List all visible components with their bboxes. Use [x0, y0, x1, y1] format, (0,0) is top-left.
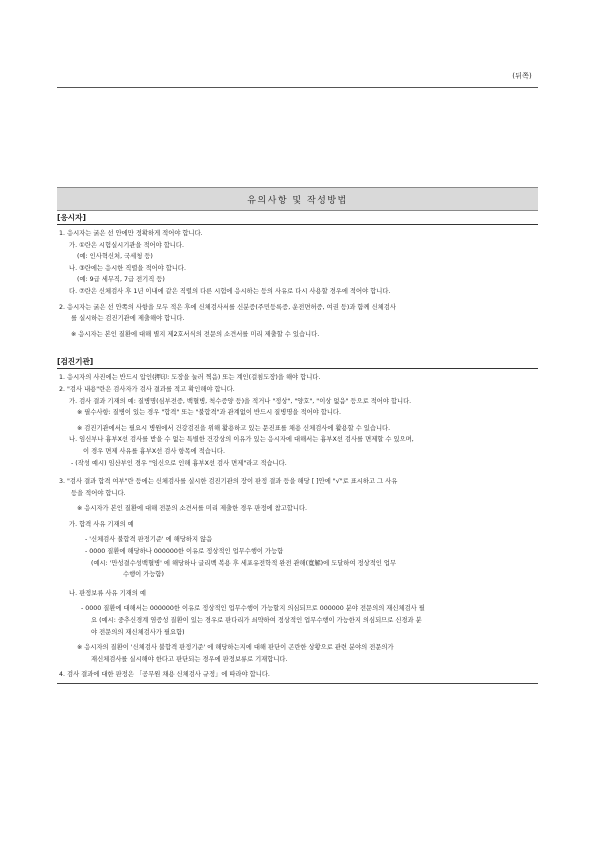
- clinic-item-4: 4. 검사 결과에 대한 판정은 「공무원 채용 신체검사 규정」에 따라야 합니다.: [59, 671, 270, 679]
- clinic-item-2-note-2: ※ 검진기관에서는 필요시 병원에서 건강검진을 위해 활용하고 있는 문진표를 채용 신체검사에 활용할 수 있습니다.: [77, 424, 391, 432]
- applicant-item-1-da: 다. ⑦란은 신체검사 후 1년 이내에 같은 직렬의 다른 시험에 응시하는 등의 사유로 다시 사용할 경우에 적어야 합니다.: [69, 287, 391, 295]
- clinic-item-3-na-1: - 0000 질환에 대해서는 000000한 이유로 정상적인 업무수행이 가능할지 의심되므로 000000 분야 전문의의 재신체검사 필: [81, 605, 425, 613]
- applicant-item-1: 1. 응시자는 굵은 선 안에만 정확하게 적어야 합니다.: [59, 230, 203, 237]
- bottom-divider: [57, 683, 538, 684]
- clinic-item-3-ga-2: - 0000 질환에 해당하나 000000한 이유로 정상적인 업무수행이 가능함: [85, 548, 284, 556]
- document-title: 유의사항 및 작성방법: [247, 195, 348, 206]
- clinic-item-2-ga: 가. 검사 결과 기재의 예: 질병명(심부전증, 백혈병, 척수증양 등)을 적거나 "정상", "양호", "이상 없음" 등으로 적어야 합니다.: [69, 397, 412, 405]
- clinic-item-3-note: ※ 응시자가 본인 질환에 대해 전문의 소견서를 미리 제출한 경우 판정에 참고합니다.: [77, 505, 308, 513]
- clinic-item-3-ga-2-example-cont: 수행이 가능함): [123, 571, 164, 579]
- applicant-item-2-cont: 를 실시하는 검진기관에 제출해야 합니다.: [71, 315, 185, 323]
- clinic-section-rule: [57, 368, 538, 369]
- clinic-item-2-na-example: - (작성 예시) 임산부인 경우 "임신으로 인해 흉부X선 검사 면제"라고 적습니다.: [71, 459, 287, 467]
- clinic-item-2: 2. "검사 내용"란은 검사자가 검사 결과를 적고 확인해야 합니다.: [59, 385, 235, 393]
- applicant-item-1-na: 나. ③란에는 응시한 직렬을 적어야 합니다.: [69, 264, 186, 272]
- applicant-item-1-ga-example: (예: 인사혁신처, 국세청 등): [77, 253, 153, 261]
- clinic-item-3-cont: 등을 적어야 합니다.: [71, 489, 126, 497]
- document-title-bar: [57, 187, 538, 211]
- applicant-item-1-ga: 가. ①란은 시험실시기관을 적어야 합니다.: [69, 241, 184, 249]
- applicant-section-rule: [57, 224, 538, 225]
- top-divider: [57, 87, 538, 88]
- applicant-note: ※ 응시자는 본인 질환에 대해 별지 제2호서식의 전문의 소견서를 미리 제출할 수 있습니다.: [71, 330, 320, 338]
- instructions-document: [57, 187, 538, 684]
- page-side-label: (뒤쪽): [512, 72, 532, 80]
- applicant-item-1-na-example: (예: 9급 세무직, 7급 전기직 등): [77, 276, 165, 284]
- clinic-item-3-na-1-cont-2: 야 전문의의 재신체검사가 필요함): [91, 628, 185, 636]
- clinic-item-3-ga: 가. 합격 사유 기재의 예: [69, 520, 134, 528]
- clinic-item-2-na-cont: 이 경우 면제 사유를 흉부X선 검사 항목에 적습니다.: [83, 447, 225, 455]
- clinic-item-3-ga-1: - '신체검사 불합격 판정기준' 에 해당하지 않음: [85, 536, 213, 544]
- clinic-section-heading: [검진기관]: [57, 357, 94, 367]
- clinic-item-3-na: 나. 판정보류 사유 기재의 예: [69, 589, 146, 597]
- applicant-item-2: 2. 응시자는 굵은 선 안쪽의 사항을 모두 적은 후에 신체검사서를 신분증(주민등록증, 운전면허증, 여권 등)과 함께 신체검사: [59, 303, 396, 311]
- clinic-item-3: 3. "검사 결과 합격 여부"란 등에는 신체검사를 실시한 검진기관의 장이 판정 결과 등을 해당 [ ]안에 "√"로 표시하고 그 사유: [59, 478, 398, 486]
- clinic-item-1: 1. 응시자의 사진에는 반드시 압인(押印: 도장을 눌러 찍음) 또는 계인(걸침도장)을 해야 합니다.: [59, 374, 321, 382]
- clinic-item-3-na-note: ※ 응시자의 질환이 '신체검사 불합격 판정기준' 에 해당하는지에 대해 판단이 곤란한 상황으로 관련 분야의 전문의가: [77, 644, 394, 652]
- clinic-item-3-na-note-cont: 재신체검사를 실시해야 한다고 판단되는 경우에 판정보류로 기재합니다.: [91, 655, 288, 663]
- clinic-item-2-na: 나. 임신부나 흉부X선 검사를 받을 수 없는 특별한 건강상의 이유가 있는 응시자에 대해서는 흉부X선 검사를 면제할 수 있으며,: [69, 436, 414, 444]
- applicant-section-heading: [응시자]: [57, 213, 86, 222]
- clinic-item-3-na-1-cont-1: 요 (예시: 중추신경계 염증성 질환이 있는 경우로 판다리가 쇠약하여 정상적인 업무수행이 가능한지 의심되므로 신경과 분: [91, 617, 422, 625]
- clinic-item-2-note-1: ※ 필수사항: 질병이 있는 경우 "합격" 또는 "불합격"과 관계없이 반드시 질병명을 적어야 합니다.: [77, 409, 341, 417]
- clinic-item-3-ga-2-example: (예시: '만성결수성백혈병' 에 해당하나 글리벡 복용 후 세포유전학적 완전 관해(寬解)에 도달하여 정상적인 업무: [91, 559, 397, 567]
